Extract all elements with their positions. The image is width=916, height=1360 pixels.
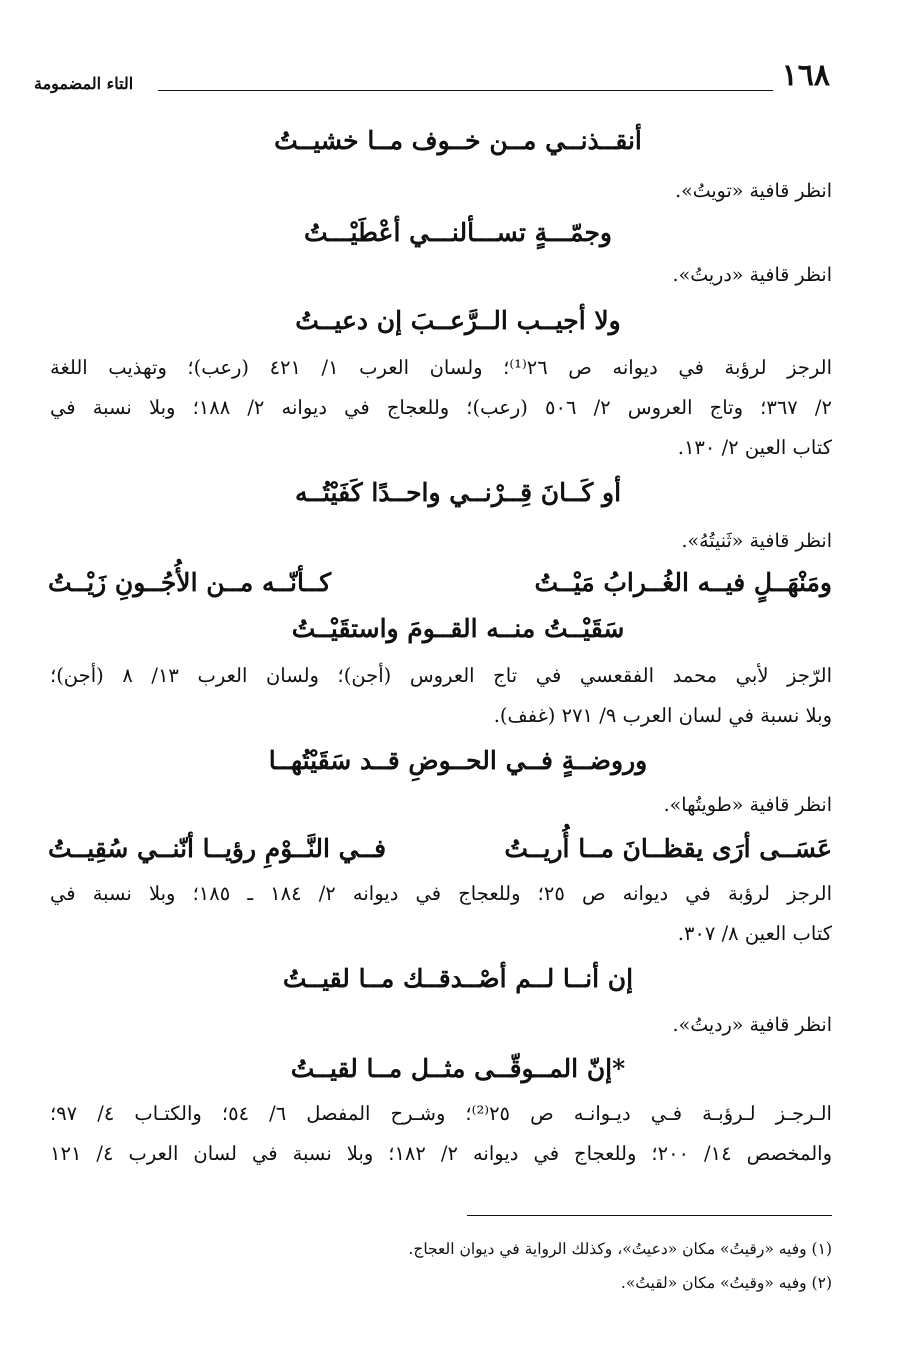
verse-7-first-hemistich: عَسَــى أرَى يقظــانَ مــا أُريــتُ: [504, 834, 832, 863]
verse-5-first-hemistich: ومَنْهَــلٍ فيــه الغُــرابُ مَيْــتُ: [534, 568, 832, 597]
commentary-7-line-1: الرجز لرؤبة في ديوانه ص ٢٥؛ وللعجاج في ديوانه ٢/ ١٨٤ ـ ١٨٥؛ وبلا نسبة في: [50, 882, 833, 905]
verse-5-line-2: سَقَيْــتُ منــه القــومَ واستقَيْــتُ: [291, 614, 625, 643]
verse-3: ولا أجيــب الــرَّعــبَ إن دعيــتُ: [295, 306, 621, 335]
commentary-5-line-1: الرّجز لأبي محمد الفقعسي في تاج العروس (أجن)؛ ولسان العرب ١٣/ ٨ (أجن)؛: [50, 664, 832, 687]
reference-6: انظر قافية «طويتُها».: [663, 794, 832, 816]
header-rule: [158, 90, 773, 91]
reference-8: انظر قافية «رديتُ».: [672, 1014, 832, 1036]
commentary-5-line-2: وبلا نسبة في لسان العرب ٩/ ٢٧١ (غفف).: [493, 704, 832, 727]
reference-2: انظر قافية «دريتُ».: [672, 264, 832, 286]
footnote-2: (٢) وفيه «وقيتُ» مكان «لقيتُ».: [620, 1274, 832, 1292]
verse-6: وروضــةٍ فــي الحــوضِ قــد سَقَيْتُهــا: [268, 746, 648, 775]
verse-8: إن أنــا لــم أصْــدقــك مــا لقيــتُ: [282, 964, 634, 993]
footnote-rule: [467, 1215, 832, 1216]
verse-7-second-hemistich: فــي النَّــوْمِ رؤيــا أنّنــي سُقِيــتُ: [48, 834, 387, 863]
commentary-9-line-1: الـرجـز لـرؤبـة فـي ديـوانـه ص ٢٥⁽²⁾؛ وشـرح المفصل ٦/ ٥٤؛ والكتـاب ٤/ ٩٧؛: [50, 1102, 832, 1125]
footnote-1: (١) وفيه «رقيتُ» مكان «دعيتُ»، وكذلك الرواية في ديوان العجاج.: [408, 1240, 832, 1258]
verse-7: [48, 834, 832, 863]
verse-5-line-1: [48, 568, 832, 597]
commentary-3-line-3: كتاب العين ٢/ ١٣٠.: [677, 436, 832, 459]
verse-4: أو كَــانَ قِــرْنــي واحــدًا كَفَيْتُــه: [294, 478, 622, 507]
commentary-7-line-2: كتاب العين ٨/ ٣٠٧.: [677, 922, 832, 945]
commentary-3-line-1: الرجز لرؤبة في ديوانه ص ٢٦⁽¹⁾؛ ولسان العرب ١/ ٤٢١ (رعب)؛ وتهذيب اللغة: [50, 356, 833, 379]
verse-5-second-hemistich: كــأنّــه مــن الأُجُــونِ زَيْــتُ: [48, 568, 332, 597]
reference-1: انظر قافية «تويتُ».: [675, 180, 832, 202]
commentary-3-line-2: ٢/ ٣٦٧؛ وتاج العروس ٢/ ٥٠٦ (رعب)؛ وللعجاج في ديوانه ٢/ ١٨٨؛ وبلا نسبة في: [50, 396, 832, 419]
verse-2: وجمّـــةٍ تســـألنـــي أعْطَيْـــتُ: [303, 218, 613, 247]
commentary-9-line-2: والمخصص ١٤/ ٢٠٠؛ وللعجاج في ديوانه ٢/ ١٨٢؛ وبلا نسبة في لسان العرب ٤/ ١٢١: [50, 1142, 833, 1165]
section-title: التاء المضمومة: [34, 74, 134, 93]
verse-9: *إنّ المــوقّــى مثــل مــا لقيــتُ: [290, 1054, 626, 1083]
verse-1: أنقــذنــي مــن خــوف مــا خشيــتُ: [274, 126, 642, 155]
page-number: ١٦٨: [781, 58, 830, 93]
reference-4: انظر قافية «ثَنيتُهُ».: [681, 530, 832, 552]
